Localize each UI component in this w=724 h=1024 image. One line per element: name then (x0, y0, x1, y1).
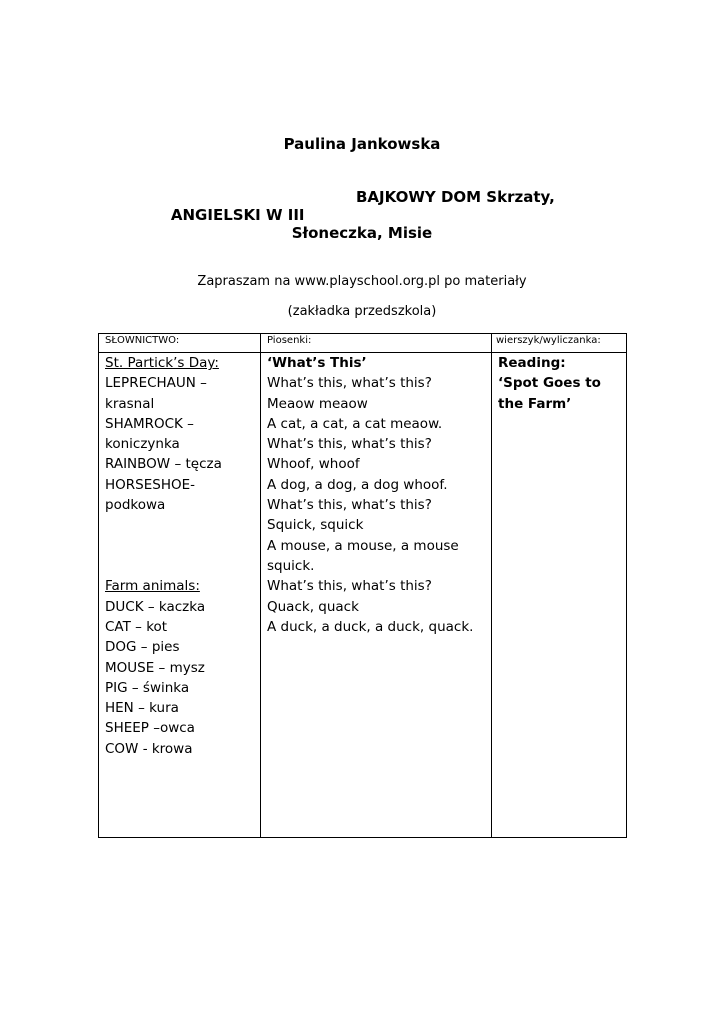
vocab-item: SHEEP –owca (105, 720, 195, 737)
song-line: What’s this, what’s this? (267, 578, 432, 595)
vocab-heading-farm-animals: Farm animals: (105, 578, 200, 595)
vocab-item: COW - krowa (105, 740, 193, 757)
rhymes-cell (492, 353, 627, 838)
vocab-item: koniczynka (105, 436, 180, 453)
song-line: Whoof, whoof (267, 456, 360, 473)
vocab-item: DOG – pies (105, 639, 180, 656)
header-vocabulary: SŁOWNICTWO: (99, 334, 261, 353)
song-line: What’s this, what’s this? (267, 497, 432, 514)
vocab-item: LEPRECHAUN – (105, 375, 207, 392)
vocab-item: HORSESHOE- (105, 476, 196, 493)
title-right: BAJKOWY DOM Skrzaty, (356, 188, 555, 206)
song-title: ‘What’s This’ (267, 355, 367, 371)
vocab-heading-st-patricks: St. Partick’s Day: (105, 355, 219, 371)
invite-note: (zakładka przedszkola) (287, 304, 437, 319)
title-left: ANGIELSKI W III (170, 206, 305, 224)
song-line: A cat, a cat, a cat meaow. (267, 415, 443, 432)
vocab-item: PIG – świnka (105, 679, 190, 696)
header-rhymes: wierszyk/wyliczanka: (492, 334, 627, 353)
vocab-item: krasnal (105, 395, 155, 412)
song-line: A dog, a dog, a dog whoof. (267, 476, 448, 493)
header-songs: Piosenki: (261, 334, 492, 353)
title-line-2: Słoneczka, Misie (291, 224, 433, 242)
spacer (105, 515, 254, 576)
vocab-item: DUCK – kaczka (105, 598, 206, 615)
vocab-item: podkowa (105, 497, 166, 514)
vocab-item: HEN – kura (105, 700, 179, 717)
table-header-row (99, 334, 627, 353)
song-line: Quack, quack (267, 598, 359, 615)
vocab-item: RAINBOW – tęcza (105, 456, 222, 473)
lesson-table (98, 333, 627, 838)
song-line: Meaow meaow (267, 395, 368, 412)
song-line: What’s this, what’s this? (267, 375, 432, 392)
invite-text: Zapraszam na www.playschool.org.pl po materiały (197, 274, 527, 289)
reading-label: Reading: (498, 355, 566, 371)
song-line: squick. (267, 557, 315, 574)
songs-cell (261, 353, 492, 838)
vocab-item: MOUSE – mysz (105, 659, 205, 676)
song-line: A mouse, a mouse, a mouse (267, 537, 459, 554)
table-content-row (99, 353, 627, 838)
vocabulary-cell (99, 353, 261, 838)
reading-title-line: the Farm’ (498, 395, 572, 412)
vocab-item: CAT – kot (105, 618, 168, 635)
song-line: What’s this, what’s this? (267, 436, 432, 453)
author-name: Paulina Jankowska (283, 135, 441, 153)
song-line: A duck, a duck, a duck, quack. (267, 618, 474, 635)
vocab-item: SHAMROCK – (105, 415, 194, 432)
reading-title-line: ‘Spot Goes to (498, 375, 601, 392)
song-line: Squick, squick (267, 517, 364, 534)
